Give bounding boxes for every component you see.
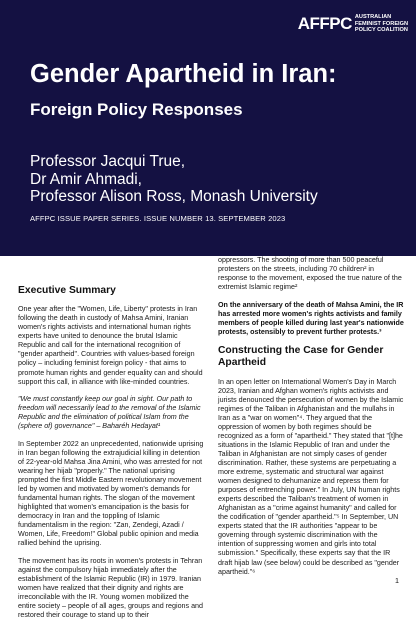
paragraph: In an open letter on International Women's Day in March 2023, Iranian and Afghan women's rights activists and jurists denounced the persecution of women by the Islamic regimes of the Taliban in Afghanistan and the mullahs in Iran as a "war on women"⁴. They argued that the oppression of women by both regimes should be recognized as a form of "apartheid." They stated that "[t]he situations in the Islamic Republic of Iran and under the Taliban in Afghanistan are not simply cases of gender discrimination. Rather, these systems are perpetuating a more extreme, systematic and structural war against women designed to dehumanize and repress them for purposes of entrenching power." In July, UN human rights experts described the Taliban's treatment of women in Afghanistan as a "crime against humanity" and called for the codification of "gender apartheid."⁵ In September, UN experts stated that the IR authorities "appear to be governing through systemic discrimination with the intention of suppressing women and girls into total submission." Specifically, these experts say that the IR draft hijab law (see below) could be described as "gender apartheid."⁶ bbox=[218, 377, 404, 576]
author: Professor Alison Ross, Monash University bbox=[30, 188, 318, 205]
logo-line: FEMINIST FOREIGN bbox=[354, 20, 408, 27]
section-heading-executive-summary: Executive Summary bbox=[18, 285, 116, 296]
paper-subtitle: Foreign Policy Responses bbox=[30, 100, 243, 119]
paragraph: One year after the "Women, Life, Liberty" protests in Iran following the death in custody of Mahsa Amini, Iranian women's rights activists and international human rights experts have united to denounce the brutal Islamic Republic and call for the international recognition of "gender apartheid". Countries with values-based foreign policy – including feminist foreign policy - that aims to promote human rights and gender equality can and should support this call, in alliance with like-minded countries. bbox=[18, 305, 203, 386]
logo-wordmark bbox=[355, 14, 408, 34]
logo-line: AUSTRALIAN bbox=[354, 14, 392, 21]
paragraph: The movement has its roots in women's protests in Tehran against the compulsory hijab immediately after the establishment of the Islamic Republic (IR) in 1979. Iranian women have realized that their dignity and rights are irreconcilable with the IR. Young women mobilized the entire society – people of all ages, groups and regions and restored their courage to stand up to their bbox=[18, 556, 203, 619]
logo-line: POLICY COALITION bbox=[354, 27, 408, 34]
right-column bbox=[218, 256, 404, 585]
pull-quote: "We must constantly keep our goal in sight. Our path to freedom will necessarily lead to the removal of the Islamic Republic and the elimination of political Islam from the (sphere of) governance" – Baharéh Hedayat¹ bbox=[18, 395, 201, 431]
author: Dr Amir Ahmadi, bbox=[30, 170, 142, 188]
left-column bbox=[18, 285, 204, 628]
author-list bbox=[30, 153, 318, 206]
author: Professor Jacqui True, bbox=[30, 153, 186, 170]
cover-banner bbox=[0, 0, 416, 256]
logo-mark: AFFPC bbox=[297, 14, 352, 33]
paper-title: Gender Apartheid in Iran: bbox=[30, 60, 337, 88]
paragraph: In September 2022 an unprecedented, nationwide uprising in Iran began following the extrajudicial killing in detention of 22-year-old Mahsa Jina Amini, who was arrested for not wearing her hijab "properly." The national uprising prompted the first Middle Eastern revolutionary movement led by women and motivated by women's demands for fundamental human rights. The slogan of the movement highlighted that women's emancipation is the basis for democracy in Iran and the toppling of Islamic fundamentalism in the region: "Zan, Zendegi, Azadi / Women, Life, Freedom!" Global public opinion and media rallied behind the uprising. bbox=[18, 439, 204, 548]
affpc-logo bbox=[298, 14, 408, 34]
series-info: AFFPC ISSUE PAPER SERIES. ISSUE NUMBER 13. SEPTEMBER 2023 bbox=[30, 214, 286, 223]
page-number: 1 bbox=[395, 576, 399, 585]
callout: On the anniversary of the death of Mahsa Amini, the IR has arrested more women's rights activists and family members of people killed during last year's nationwide protests, ostensibly to prevent further protests.³ bbox=[218, 300, 404, 336]
paragraph: oppressors. The shooting of more than 500 peaceful protesters on the streets, including 70 children² in response to the movement, exposed the true nature of the extremist Islamic regime² bbox=[218, 256, 402, 292]
section-heading-gender-apartheid: Constructing the Case for Gender Apartheid bbox=[218, 345, 384, 369]
